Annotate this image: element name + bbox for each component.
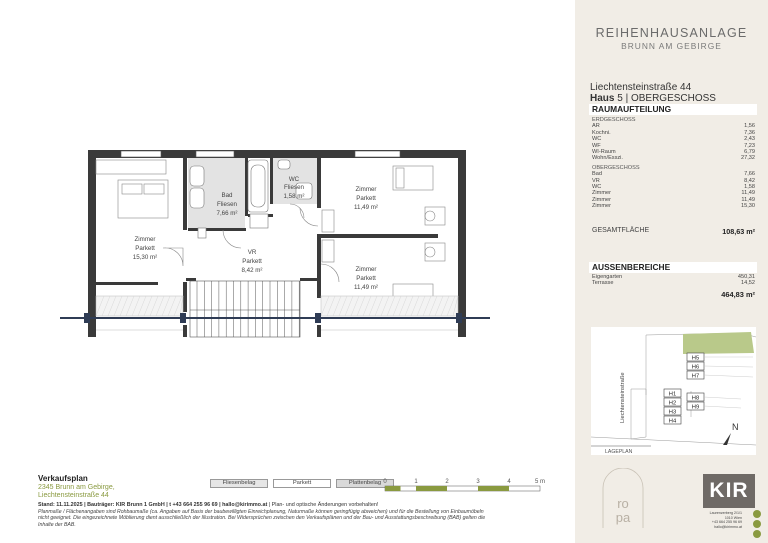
house-label: H9 (691, 404, 700, 411)
table-row: Eigengarten 450,31 (592, 274, 755, 280)
svg-text:2: 2 (445, 479, 449, 485)
svg-text:pa: pa (615, 510, 631, 525)
svg-text:11,49 m²: 11,49 m² (354, 204, 378, 211)
mail-icon (753, 530, 761, 538)
staircase (190, 281, 300, 337)
svg-text:Zimmer: Zimmer (355, 266, 377, 273)
house-label: H2 (668, 400, 677, 407)
table-row: Zimmer 11,49 (592, 196, 755, 203)
svg-text:ro: ro (617, 496, 629, 511)
address-line-1: 2345 Brunn am Gebirge, (38, 484, 115, 491)
table-row: Zimmer 15,30 (592, 203, 755, 210)
highlight-area (683, 332, 754, 354)
ropa-logo (599, 468, 647, 530)
svg-text:Parkett: Parkett (242, 258, 262, 265)
svg-text:Zimmer: Zimmer (134, 236, 156, 243)
table-row: AR 1,56 (592, 123, 755, 130)
table-row: Bad 7,66 (592, 171, 755, 178)
haus-label: Haus (590, 93, 615, 104)
room-table (592, 116, 755, 210)
svg-text:Zimmer: Zimmer (355, 186, 377, 193)
phone-icon (753, 520, 761, 528)
haus-number: 5 (617, 93, 623, 104)
total-value: 108,63 m² (722, 227, 755, 236)
location-icon (753, 510, 761, 518)
floor-name: | OBERGESCHOSS (625, 93, 716, 104)
svg-text:8,42 m²: 8,42 m² (241, 267, 263, 274)
legend-fliesen: Fliesenbelag (210, 479, 268, 488)
aussenbereiche-heading: AUSSENBEREICHE (589, 262, 757, 273)
raumaufteilung-heading: RAUMAUFTEILUNG (589, 104, 757, 115)
room-label-vr (242, 249, 263, 274)
legend-parkett: Parkett (273, 479, 331, 488)
room-label-zimmer-left (133, 236, 157, 261)
svg-text:WC: WC (288, 176, 300, 183)
table-row: WI-Raum 6,79 (592, 149, 755, 156)
house-label: H5 (691, 355, 700, 362)
aussenbereiche-table (592, 274, 755, 287)
total-label: GESAMTFLÄCHE (592, 227, 650, 234)
table-row: VR 8,42 (592, 177, 755, 184)
svg-text:1,58 m²: 1,58 m² (283, 193, 305, 200)
scale-bar (383, 476, 553, 496)
house-label: H8 (691, 395, 700, 402)
svg-text:5 m: 5 m (534, 479, 546, 485)
street-label: Liechtensteinstraße (620, 372, 626, 423)
floor-legend (210, 479, 399, 488)
stand-line: Stand: 11.11.2025 | Bauträger: KIR Brunn 1 GmbH | t +43 664 255 96 69 | hallo@kirimmo.at | Plan- und optische Änderungen vorbehalten! (38, 502, 379, 508)
table-row: WF 7,23 (592, 142, 755, 149)
house-floor (590, 93, 716, 104)
svg-text:7,66 m²: 7,66 m² (216, 210, 238, 217)
table-row: WC 1,58 (592, 184, 755, 191)
site-plan (591, 327, 756, 455)
room-label-zimmer-top (354, 186, 378, 211)
svg-text:Parkett: Parkett (356, 275, 376, 282)
address-line-2: Liechtensteinstraße 44 (38, 492, 109, 499)
svg-text:0: 0 (383, 479, 387, 485)
house-label: H7 (691, 373, 700, 380)
contact-block: Laurenzerberg 2/1/1 1010 Wien +43 664 255 96 69 hallo@kirimmo.at (709, 511, 742, 529)
svg-text:4: 4 (507, 479, 511, 485)
svg-text:Fliesen: Fliesen (217, 201, 237, 208)
table-row: Wohn/Esszi. 27,32 (592, 155, 755, 162)
info-panel (575, 0, 768, 543)
house-label: H4 (668, 418, 677, 425)
project-title: REIHENHAUSANLAGE (595, 26, 748, 40)
legend-platten: Plattenbelag (336, 479, 394, 488)
svg-text:1: 1 (414, 479, 418, 485)
table-row: WC 2,43 (592, 136, 755, 143)
total-area (592, 227, 755, 236)
svg-text:3: 3 (476, 479, 480, 485)
group-heading: OBERGESCHOSS (592, 164, 640, 171)
house-label: H6 (691, 364, 700, 371)
svg-text:11,49 m²: 11,49 m² (354, 284, 378, 291)
aussenbereiche-total: 464,83 m² (721, 290, 755, 299)
table-row: Terrasse 14,52 (592, 280, 755, 287)
svg-text:N: N (732, 422, 739, 432)
table-row: Kochni. 7,36 (592, 129, 755, 136)
street-address: Liechtensteinstraße 44 (590, 82, 692, 93)
lageplan-caption: LAGEPLAN (605, 449, 633, 455)
group-heading: ERDGESCHOSS (592, 117, 636, 123)
svg-text:Parkett: Parkett (135, 245, 155, 252)
room-label-zimmer-bottom (354, 266, 378, 291)
kir-logo: KIR (703, 474, 755, 508)
project-subtitle: BRUNN AM GEBIRGE (621, 41, 722, 51)
svg-text:VR: VR (247, 249, 257, 256)
svg-text:Fliesen: Fliesen (284, 184, 304, 191)
svg-text:Parkett: Parkett (356, 195, 376, 202)
plan-title: Verkaufsplan (38, 474, 88, 483)
table-row: Zimmer 11,49 (592, 190, 755, 197)
house-label: H1 (668, 391, 677, 398)
house-label: H3 (668, 409, 677, 416)
svg-text:Bad: Bad (221, 192, 233, 199)
svg-text:15,30 m²: 15,30 m² (132, 254, 158, 261)
disclaimer: Planmaße / Flächenangaben sind Rohbaumaße (ca. Angaben auf Basis der baubewilligten Einreichplanung, Naturmaße können geringfügig abweichen) und für die Bestellung von Einbaumöbeln nicht geeignet. Die eingezeichnete Möblierung dient ausschließlich der Illustration. Bei Widersprüchen zwischen den Verkaufsplänen und der Bau- und Ausstattungsbeschreibung (BAB) gelten die Inhalte der BAB. (38, 509, 486, 528)
